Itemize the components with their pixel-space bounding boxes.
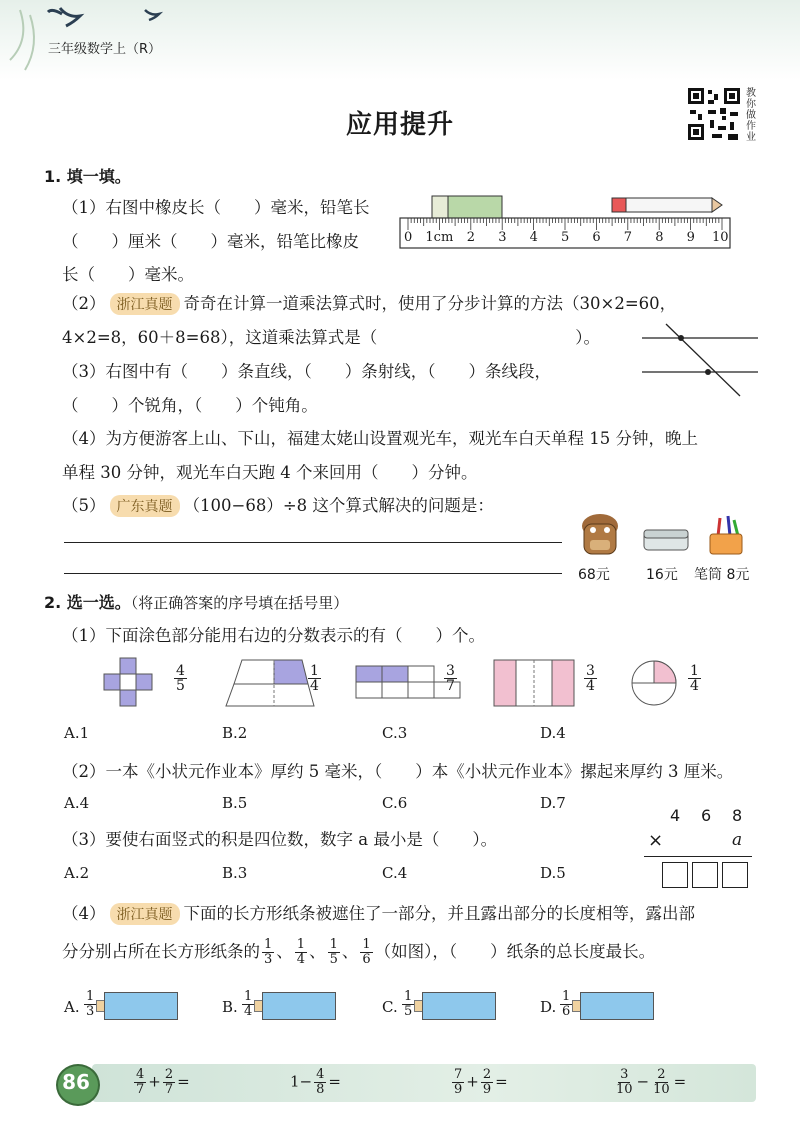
result-line [644, 856, 752, 857]
q2-1-option-b[interactable]: B.2 [222, 724, 248, 742]
q1-2-prefix: （2） [62, 294, 106, 313]
q2-4-frac-4: $\frac{1}{6}$ [362, 937, 371, 967]
q1-5-text: （100−68）÷8 这个算式解决的问题是： [183, 496, 494, 515]
shape-fraction-4: $\frac{3}{4}$ [586, 663, 595, 694]
zhejiang-tag: 浙江真题 [110, 293, 180, 315]
q1-2-line2: 4×2=8，60＋8=68），这道乘法算式是（ ）。 [62, 328, 600, 347]
circle-shape [632, 661, 676, 705]
q2-3-option-d[interactable]: D.5 [540, 864, 566, 882]
page-title: 应用提升 [345, 110, 454, 140]
q2-2-option-d[interactable]: D.7 [540, 794, 566, 812]
trapezoid-shape [226, 660, 314, 706]
pencil-box-price: 16元 [646, 567, 678, 583]
q2-1-option-a[interactable]: A.1 [64, 724, 90, 742]
q2-2-option-a[interactable]: A.4 [64, 794, 90, 812]
item-pen-holder [694, 512, 764, 582]
ruler-label: 7 [623, 230, 633, 245]
q1-3-line2: （ ）个锐角，（ ）个钝角。 [62, 396, 318, 415]
footer-exercise-4: $\frac{3}{10}$ − $\frac{2}{10}$ = [616, 1067, 687, 1097]
q2-1-option-c[interactable]: C.3 [382, 724, 408, 742]
answer-box-3[interactable] [722, 862, 748, 888]
q2-3-option-c[interactable]: C.4 [382, 864, 408, 882]
strip-b [262, 992, 336, 1020]
q2-4-frac-2: $\frac{1}{4}$ [296, 937, 306, 967]
section2-heading-row [44, 590, 348, 613]
q2-4-line1 [62, 900, 695, 925]
multiplicand-digit-1: 4 [670, 806, 681, 825]
q1-5-prefix: （5） [62, 496, 106, 515]
guangdong-tag: 广东真题 [110, 495, 180, 517]
multiplier-a: a [732, 830, 743, 850]
q2-4-option-c[interactable]: C. $\frac{1}{5}$ [382, 988, 502, 1028]
strip-a [104, 992, 178, 1020]
q1-2-line1 [62, 290, 676, 315]
answer-box-2[interactable] [692, 862, 718, 888]
q2-4-frac-1: $\frac{1}{3}$ [264, 937, 273, 967]
multiplicand-digit-2: 6 [701, 806, 712, 825]
shape-fraction-1: $\frac{4}{5}$ [176, 663, 185, 694]
q2-4-frac-3: $\frac{1}{5}$ [329, 937, 338, 967]
ruler-label: 6 [592, 230, 601, 245]
q2-4-line2: 分分别占所在长方形纸条的 $\frac{1}{3}$ 、 $\frac{1}{4}$ 、 $\frac{1}{5}$ 、 $\frac{1}{6}$ （如图），（ ）纸条的总长度最长。 [62, 937, 656, 967]
question-1-4 [62, 425, 762, 485]
ruler-label: 1cm [425, 230, 454, 245]
shape-fraction-3: $\frac{3}{7}$ [446, 663, 455, 694]
ruler-label: 5 [561, 230, 570, 245]
book-label: 三年级数学上（R） [48, 42, 162, 57]
pen-holder-icon [694, 512, 754, 558]
q2-4-option-a[interactable]: A. $\frac{1}{3}$ [64, 988, 184, 1028]
q1-4-line1: （4）为方便游客上山、下山，福建太姥山设置观光车，观光车白天单程 15 分钟，晚上 [62, 429, 698, 448]
ruler-label: 3 [498, 230, 507, 245]
q1-4-line2: 单程 30 分钟，观光车白天跑 4 个来回用（ ）分钟。 [62, 463, 478, 482]
q1-2-text: 奇奇在计算一道乘法算式时，使用了分步计算的方法（30×2=60， [183, 294, 677, 313]
backpack-icon [578, 512, 622, 558]
q1-1-line2: （ ）厘米（ ）毫米，铅笔比橡皮 [62, 232, 359, 251]
answer-line-2[interactable] [64, 573, 562, 574]
footer-exercise-1: $\frac{4}{7}$ + $\frac{2}{7}$ = [136, 1067, 190, 1097]
section2-note: （将正确答案的序号填在括号里） [130, 594, 349, 612]
ruler-label: 0 [404, 230, 413, 245]
item-pencil-box [640, 512, 700, 582]
question-1-1 [62, 194, 402, 284]
section1-heading: 1. 填一填。 [44, 167, 131, 186]
strip-d [580, 992, 654, 1020]
q2-4-line2-a: 分分别占所在长方形纸条的 [62, 942, 260, 961]
ruler-figure [398, 186, 732, 252]
q2-3-option-a[interactable]: A.2 [64, 864, 90, 882]
fraction-shapes [98, 654, 718, 714]
q1-5-line [62, 492, 494, 517]
q2-4-option-d[interactable]: D. $\frac{1}{6}$ [540, 988, 660, 1028]
q2-2-text: （2）一本《小状元作业本》厚约 5 毫米，（ ）本《小状元作业本》摞起来厚约 3 厘米。 [62, 762, 734, 781]
backpack-price: 68元 [578, 567, 610, 583]
page-number: 86 [62, 1070, 90, 1094]
q2-3-text: （3）要使右面竖式的积是四位数，数字 a 最小是（ ）。 [62, 830, 498, 849]
strip-c [422, 992, 496, 1020]
times-sign: × [648, 830, 664, 851]
cross-shape [104, 658, 152, 706]
section2-heading: 2. 选一选。 [44, 593, 131, 612]
q2-3-option-b[interactable]: B.3 [222, 864, 248, 882]
q2-4-option-b[interactable]: B. $\frac{1}{4}$ [222, 988, 342, 1028]
qr-caption: 教你做作业 [746, 88, 756, 143]
q2-4-prefix: （4） [62, 904, 106, 923]
answer-line-1[interactable] [64, 542, 562, 543]
q2-2-option-c[interactable]: C.6 [382, 794, 408, 812]
q2-1-text: （1）下面涂色部分能用右边的分数表示的有（ ）个。 [62, 626, 485, 645]
question-1-3 [62, 358, 622, 418]
q1-3-line1: （3）右图中有（ ）条直线，（ ）条射线，（ ）条线段， [62, 362, 551, 381]
pen-holder-price: 笔筒 8元 [694, 567, 750, 583]
intersecting-lines-figure [636, 320, 766, 400]
footer-exercise-2: 1− $\frac{4}{8}$ = [290, 1067, 341, 1097]
pink-rectangle-shape [494, 660, 574, 706]
q2-4-text: 下面的长方形纸条被遮住了一部分，并且露出部分的长度相等，露出部 [183, 904, 695, 923]
ruler-label: 8 [655, 230, 664, 245]
q1-1-line1: （1）右图中橡皮长（ ）毫米，铅笔长 [62, 198, 370, 217]
q2-1-option-d[interactable]: D.4 [540, 724, 566, 742]
multiplicand-digit-3: 8 [732, 806, 743, 825]
vertical-multiplication [640, 806, 760, 890]
shapes-row [98, 654, 718, 714]
q2-2-option-b[interactable]: B.5 [222, 794, 248, 812]
pencil-box-icon [640, 512, 692, 558]
ruler-label: 10 [712, 230, 729, 245]
footer-exercise-3: $\frac{7}{9}$ + $\frac{2}{9}$ = [454, 1067, 508, 1097]
q2-4-line2-b: （如图），（ ）纸条的总长度最长。 [374, 942, 656, 961]
page-number-badge [56, 1064, 100, 1104]
ruler-label: 9 [686, 230, 695, 245]
shape-fraction-5: $\frac{1}{4}$ [690, 663, 699, 694]
item-backpack [578, 512, 628, 582]
answer-box-1[interactable] [662, 862, 688, 888]
ruler-label: 2 [466, 230, 476, 245]
ruler-label: 4 [529, 230, 538, 245]
shape-fraction-2: $\frac{1}{4}$ [310, 663, 319, 694]
question-1-5 [62, 492, 562, 522]
q1-1-line3: 长（ ）毫米。 [62, 265, 194, 284]
zhejiang-tag-2: 浙江真题 [110, 903, 180, 925]
